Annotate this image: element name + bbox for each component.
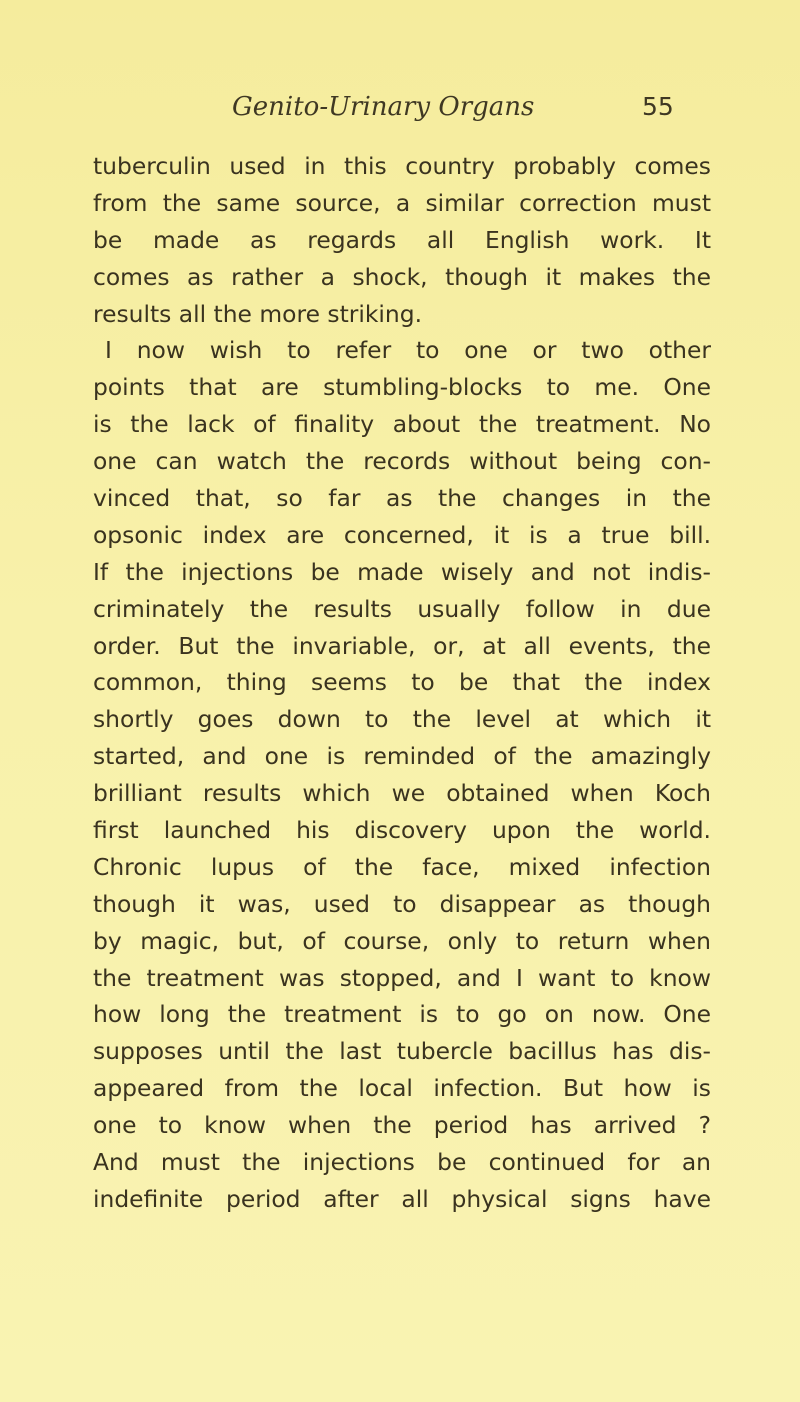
text-line: I now wish to refer to one or two other bbox=[105, 336, 711, 365]
running-title: Genito-Urinary Organs bbox=[232, 92, 535, 122]
text-line: order. But the invariable, or, at all events, the bbox=[93, 631, 711, 660]
text-line: comes as rather a shock, though it makes the bbox=[93, 262, 711, 291]
running-head bbox=[0, 92, 800, 132]
text-line: opsonic index are concerned, it is a true bill. bbox=[93, 520, 711, 549]
text-line: by magic, but, of course, only to return when bbox=[93, 926, 711, 955]
text-line: results all the more striking. bbox=[93, 299, 423, 328]
text-line: If the injections be made wisely and not indis- bbox=[93, 557, 711, 586]
text-line: be made as regards all English work. It bbox=[93, 225, 711, 254]
text-line: And must the injections be continued for an bbox=[93, 1148, 711, 1177]
text-line: appeared from the local infection. But how is bbox=[93, 1074, 711, 1103]
text-line: one can watch the records without being con- bbox=[93, 447, 711, 476]
text-line: supposes until the last tubercle bacillus has dis- bbox=[93, 1037, 711, 1066]
text-line: Chronic lupus of the face, mixed infection bbox=[93, 852, 711, 881]
text-line: first launched his discovery upon the world. bbox=[93, 816, 711, 845]
text-line: brilliant results which we obtained when Koch bbox=[93, 779, 711, 808]
text-line: criminately the results usually follow in due bbox=[93, 594, 711, 623]
text-line: tuberculin used in this country probably comes bbox=[93, 152, 711, 180]
body-text bbox=[93, 148, 711, 1218]
text-line: from the same source, a similar correction must bbox=[93, 188, 711, 217]
text-line: common, thing seems to be that the index bbox=[93, 668, 711, 697]
text-line: indefinite period after all physical signs have bbox=[93, 1184, 711, 1213]
text-line: the treatment was stopped, and I want to know bbox=[93, 963, 711, 992]
text-line: points that are stumbling-blocks to me. One bbox=[93, 373, 711, 402]
page-number: 55 bbox=[642, 92, 674, 121]
text-line: vinced that, so far as the changes in the bbox=[93, 484, 711, 513]
text-line: shortly goes down to the level at which it bbox=[93, 705, 711, 734]
text-line: though it was, used to disappear as though bbox=[93, 889, 711, 918]
text-line: how long the treatment is to go on now. One bbox=[93, 1000, 711, 1029]
text-line: one to know when the period has arrived ? bbox=[93, 1111, 711, 1140]
text-line: is the lack of finality about the treatment. No bbox=[93, 410, 711, 439]
text-line: started, and one is reminded of the amazingly bbox=[93, 742, 711, 771]
